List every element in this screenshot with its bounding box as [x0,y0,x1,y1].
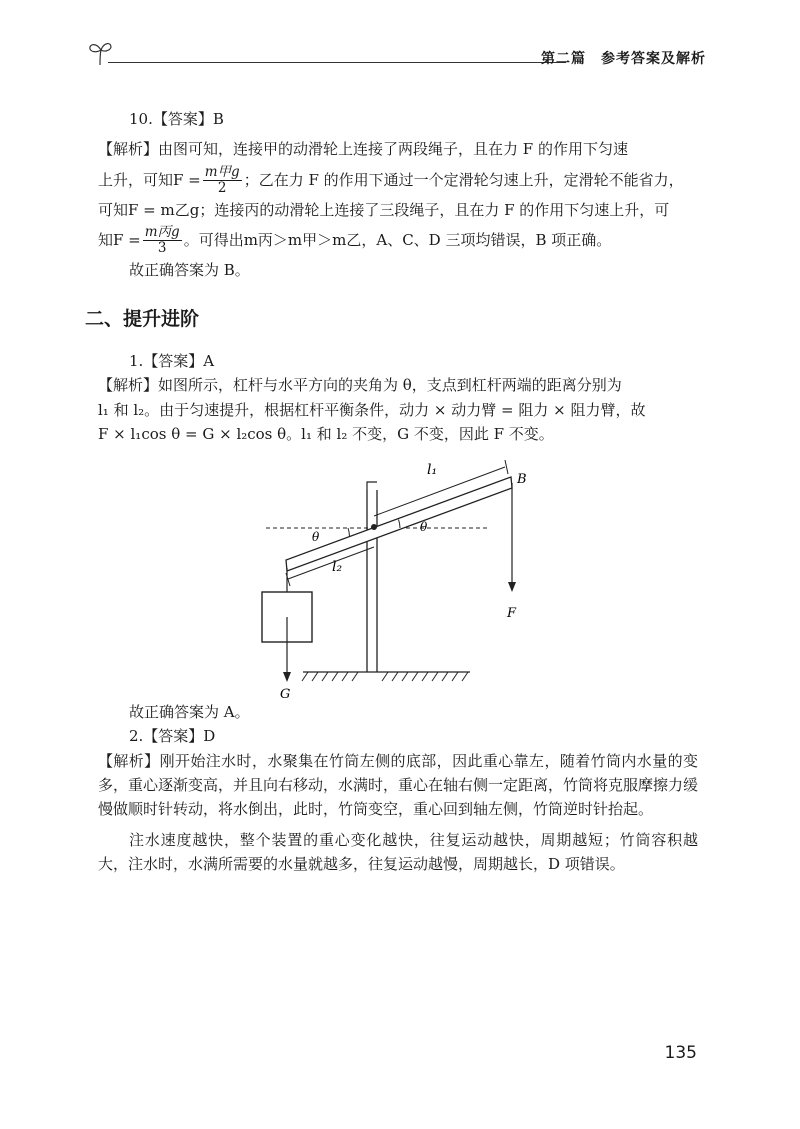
q1-conclusion: 故正确答案为 A。 [129,703,250,722]
sprout-icon [86,38,116,68]
q1-answer-head: 1.【答案】A [129,351,215,370]
q1-explanation-line-1: 【解析】如图所示，杠杆与水平方向的夹角为 θ，支点到杠杆两端的距离分别为 [98,376,622,395]
q10-explanation-line-2 [98,162,698,198]
label-theta-left: θ [312,530,320,545]
header-rule [108,62,566,63]
fraction-denominator: 3 [157,240,167,257]
lever-figure [98,450,698,698]
page-header [86,38,706,72]
lever-diagram [98,450,698,698]
force-arrow-head [508,582,516,592]
q2-answer-head: 2.【答案】D [129,727,216,746]
q10-explanation-line-3: 可知F = m乙g；连接丙的动滑轮上连接了三段绳子，且在力 F 的作用下匀速上升，可 [98,200,670,219]
q10-conclusion: 故正确答案为 B。 [129,260,250,279]
label-l1: l₁ [427,462,438,479]
fraction-denominator: 2 [217,180,227,197]
q10-explanation-line-4 [98,222,698,258]
q10-line4-end: 。可得出m丙＞m甲＞m乙，A、C、D 三项均错误，B 项正确。 [183,230,612,249]
fraction-numerator: m丙g [144,223,180,240]
q10-explanation-line-1: 【解析】由图可知，连接甲的动滑轮上连接了两段绳子，且在力 F 的作用下匀速 [98,140,628,159]
lever-bar [286,477,512,571]
l1-tick [505,460,508,474]
post-top [367,482,377,490]
label-theta-right: θ [420,520,428,535]
label-b: B [517,472,527,488]
q2-explanation-paragraph-2: 注水速度越快，整个装置的重心变化越快，往复运动越快，周期越短；竹筒容积越大，注水时，水满所需要的水量就越多，往复运动越慢，周期越长，D 项错误。 [98,830,698,873]
q10-line4-start: 知F = [98,230,141,249]
q10-fraction-bing [143,225,182,257]
gravity-arrow-head [283,672,291,682]
q10-fraction-jia [203,165,242,197]
fraction-numerator: m甲g [204,163,240,180]
q1-explanation-line-2: l₁ 和 l₂。由于匀速提升，根据杠杆平衡条件，动力 × 动力臂 = 阻力 × 阻力臂，故 [98,400,646,419]
section-title: 二、提升进阶 [85,308,200,331]
q1-explanation-line-3: F × l₁cos θ = G × l₂cos θ。l₁ 和 l₂ 不变，G 不变，因此 F 不变。 [98,424,554,443]
q2-explanation-paragraph-1: 【解析】刚开始注水时，水聚集在竹筒左侧的底部，因此重心靠左，随着竹筒内水量的变多，重心逐渐变高，并且向右移动，水满时，重心在轴右侧一定距离，竹筒将克服摩擦力缓慢做顺时针转动，将水倒出，此时，竹筒变空，重心回到轴左侧，竹筒逆时针抬起。 [98,751,699,819]
page-number: 135 [664,1043,697,1063]
header-title: 第二篇 参考答案及解析 [541,51,706,67]
q10-line2-start: 上升，可知F = [98,170,201,189]
label-g: G [280,687,291,699]
page-content [85,103,699,876]
q10-line2-end: ；乙在力 F 的作用下通过一个定滑轮匀速上升，定滑轮不能省力， [243,170,684,189]
label-f: F [507,606,517,622]
ground-hatching [302,672,468,681]
q10-answer-head: 10.【答案】B [129,110,224,128]
angle-arc-left [348,528,350,537]
label-l2: l₂ [332,559,343,576]
pivot-point [371,524,377,530]
